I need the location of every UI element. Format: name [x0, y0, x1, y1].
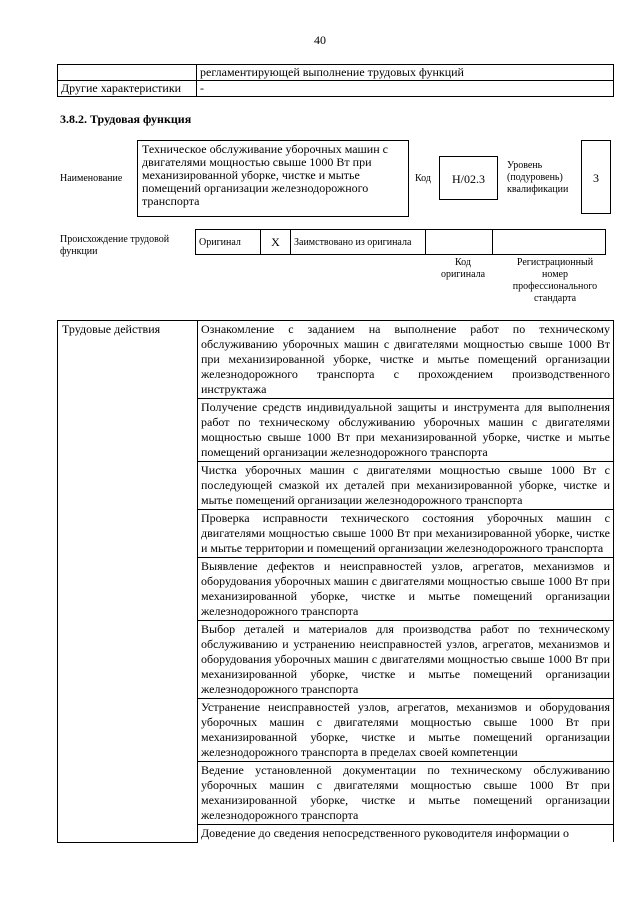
previous-section-table	[57, 64, 614, 97]
reg-number-cell	[493, 230, 606, 255]
code-label: Код	[415, 173, 431, 184]
borrowed-label: Заимствовано из оригинала	[291, 230, 426, 255]
code-value: H/02.3	[452, 172, 485, 186]
table-row	[58, 321, 614, 399]
original-mark: X	[261, 230, 291, 255]
code-original-caption: Код оригинала	[440, 257, 486, 280]
function-name-box: Техническое обслуживание уборочных машин с двигателями мощностью свыше 1000 Вт при механизированной уборке, чистке и мытье помещений организации железнодорожного транспорта	[137, 140, 409, 217]
labor-action-item: Ознакомление с заданием на выполнение работ по техническому обслуживанию уборочных машин с двигателями мощностью свыше 1000 Вт при механизированной уборке, чистке и мытье помещений организации железнодорожного транспорта с прохождением производственного инструктажа	[198, 321, 614, 399]
code-box	[439, 156, 498, 200]
continued-text: регламентирующей выполнение трудовых функций	[197, 65, 614, 81]
labor-action-item: Выявление дефектов и неисправностей узлов, агрегатов, механизмов и оборудования уборочных машин с двигателями мощностью свыше 1000 Вт при механизированной уборке, чистке и мытье помещений организации железнодорожного транспорта	[198, 558, 614, 621]
section-title: 3.8.2. Трудовая функция	[60, 112, 192, 126]
labor-action-item: Чистка уборочных машин с двигателями мощностью свыше 1000 Вт с последующей смазкой их деталей при механизированной уборке, чистке и мытье помещений организации железнодорожного транспорта	[198, 462, 614, 510]
labor-action-item: Выбор деталей и материалов для производства работ по техническому обслуживанию и устранению неисправностей узлов, агрегатов, механизмов и оборудования уборочных машин с двигателями мощностью свыше 1000 Вт при механизированной уборке, чистке и мытье помещений организации железнодорожного транспорта	[198, 621, 614, 699]
labor-action-item: Доведение до сведения непосредственного руководителя информации о	[198, 825, 614, 843]
origin-table	[195, 229, 606, 255]
original-label: Оригинал	[196, 230, 261, 255]
level-box	[581, 140, 611, 214]
labor-action-item: Проверка исправности технического состояния уборочных машин с двигателями мощностью свыше 1000 Вт при механизированной уборке, чистке и мытье территории и помещений организации железнодорожного транспорта	[198, 510, 614, 558]
labor-action-item: Получение средств индивидуальной защиты и инструмента для выполнения работ по техническому обслуживанию уборочных машин с двигателями мощностью свыше 1000 Вт при механизированной уборке, чистке и мытье помещений организации железнодорожного транспорта	[198, 399, 614, 462]
other-characteristics-label: Другие характеристики	[58, 81, 197, 97]
labor-actions-table	[57, 320, 614, 843]
labor-actions-label: Трудовые действия	[58, 321, 198, 843]
reg-number-caption: Регистрационный номер профессионального стандарта	[512, 257, 598, 304]
name-label: Наименование	[60, 173, 123, 184]
page-number: 40	[314, 33, 326, 47]
level-value: 3	[593, 171, 599, 185]
labor-action-item: Устранение неисправностей узлов, агрегатов, механизмов и оборудования уборочных машин с двигателями мощностью свыше 1000 Вт при механизированной уборке, чистке и мытье помещений организации железнодорожного транспорта в пределах своей компетенции	[198, 699, 614, 762]
level-label: Уровень (подуровень) квалификации	[507, 160, 569, 195]
origin-label: Происхождение трудовой функции	[60, 234, 170, 257]
other-characteristics-value: -	[197, 81, 614, 97]
code-original-cell	[426, 230, 493, 255]
labor-action-item: Ведение установленной документации по техническому обслуживанию уборочных машин с двигателями мощностью свыше 1000 Вт при механизированной уборке, чистке и мытье помещений организации железнодорожного транспорта	[198, 762, 614, 825]
empty-cell	[58, 65, 197, 81]
